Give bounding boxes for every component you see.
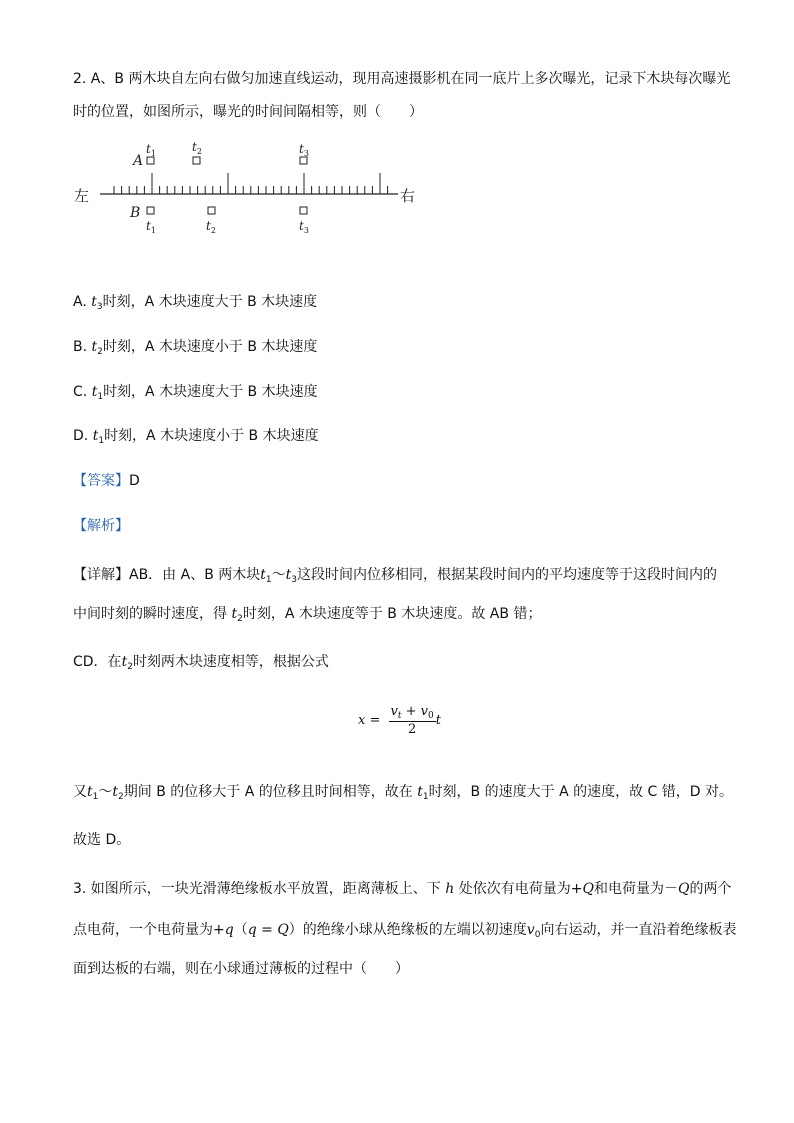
q2-stem-line2: 时的位置，如图所示，曝光的时间间隔相等，则（ ）	[73, 104, 423, 120]
a-label-t1: $t_1$	[146, 142, 156, 158]
detail-conclusion: 故选 D。	[73, 832, 131, 848]
q3-line2: 点电荷，一个电荷量为+q（q = Q）的绝缘小球从绝缘板的左端以初速度$v_0$向右运动，并一直沿着绝缘板表	[73, 922, 737, 940]
option-d[interactable]: D. $t_1$时刻，A 木块速度小于 B 木块速度	[73, 428, 319, 446]
b-marker-3	[300, 207, 307, 214]
right-label: 右	[400, 187, 416, 205]
b-marker-2	[208, 207, 215, 214]
b-label-t2: $t_2$	[206, 219, 216, 235]
a-marker-2	[193, 157, 200, 164]
detail-line2: 中间时刻的瞬时速度，得 $t_2$时刻，A 木块速度等于 B 木块速度。故 AB 错；	[73, 606, 542, 624]
detail-line1: 【详解】AB．由 A、B 两木块$t_1\sim t_3$这段时间内位移相同，根据某段时间内的平均速度等于这段时间内的	[73, 567, 718, 585]
option-c[interactable]: C. $t_1$时刻，A 木块速度大于 B 木块速度	[73, 384, 318, 402]
answer-tag: 【答案】	[73, 473, 129, 489]
detail-line4: 又$t_1\sim t_2$期间 B 的位移大于 A 的位移且时间相等，故在 $t_1$时刻，B 的速度大于 A 的速度，故 C 错，D 对。	[73, 784, 733, 802]
answer-value: D	[129, 473, 140, 489]
b-label-t3: $t_3$	[299, 219, 309, 235]
a-marker-3	[300, 157, 307, 164]
a-label-t3: $t_3$	[299, 142, 309, 158]
b-marker-1	[147, 207, 154, 214]
row-b-label: B	[130, 205, 141, 221]
b-label-t1: $t_1$	[146, 219, 156, 235]
analysis-tag: 【解析】	[73, 518, 129, 534]
a-label-t2: $t_2$	[192, 140, 202, 156]
option-b[interactable]: B. $t_2$时刻，A 木块速度小于 B 木块速度	[73, 339, 318, 357]
answer-line	[73, 470, 140, 490]
left-label: 左	[74, 187, 90, 205]
option-a[interactable]: A. $t_3$时刻，A 木块速度大于 B 木块速度	[73, 294, 318, 312]
formula: x = $\frac{v_t + v_0}{2}$ t	[358, 704, 441, 737]
q2-figure	[70, 135, 430, 245]
q3-line3: 面到达板的右端，则在小球通过薄板的过程中（ ）	[73, 961, 409, 977]
q3-line1: 3. 如图所示，一块光滑薄绝缘板水平放置，距离薄板上、下 h 处依次有电荷量为+Q和电荷量为－Q的两个	[73, 881, 732, 897]
ruler-ticks	[114, 173, 388, 194]
detail-line3: CD．在$t_2$时刻两木块速度相等，根据公式	[73, 654, 329, 672]
a-marker-1	[147, 157, 154, 164]
q2-stem-line1: 2. A、B 两木块自左向右做匀加速直线运动，现用高速摄影机在同一底片上多次曝光，记录下木块每次曝光	[73, 71, 731, 87]
row-a-label: A	[133, 153, 144, 169]
